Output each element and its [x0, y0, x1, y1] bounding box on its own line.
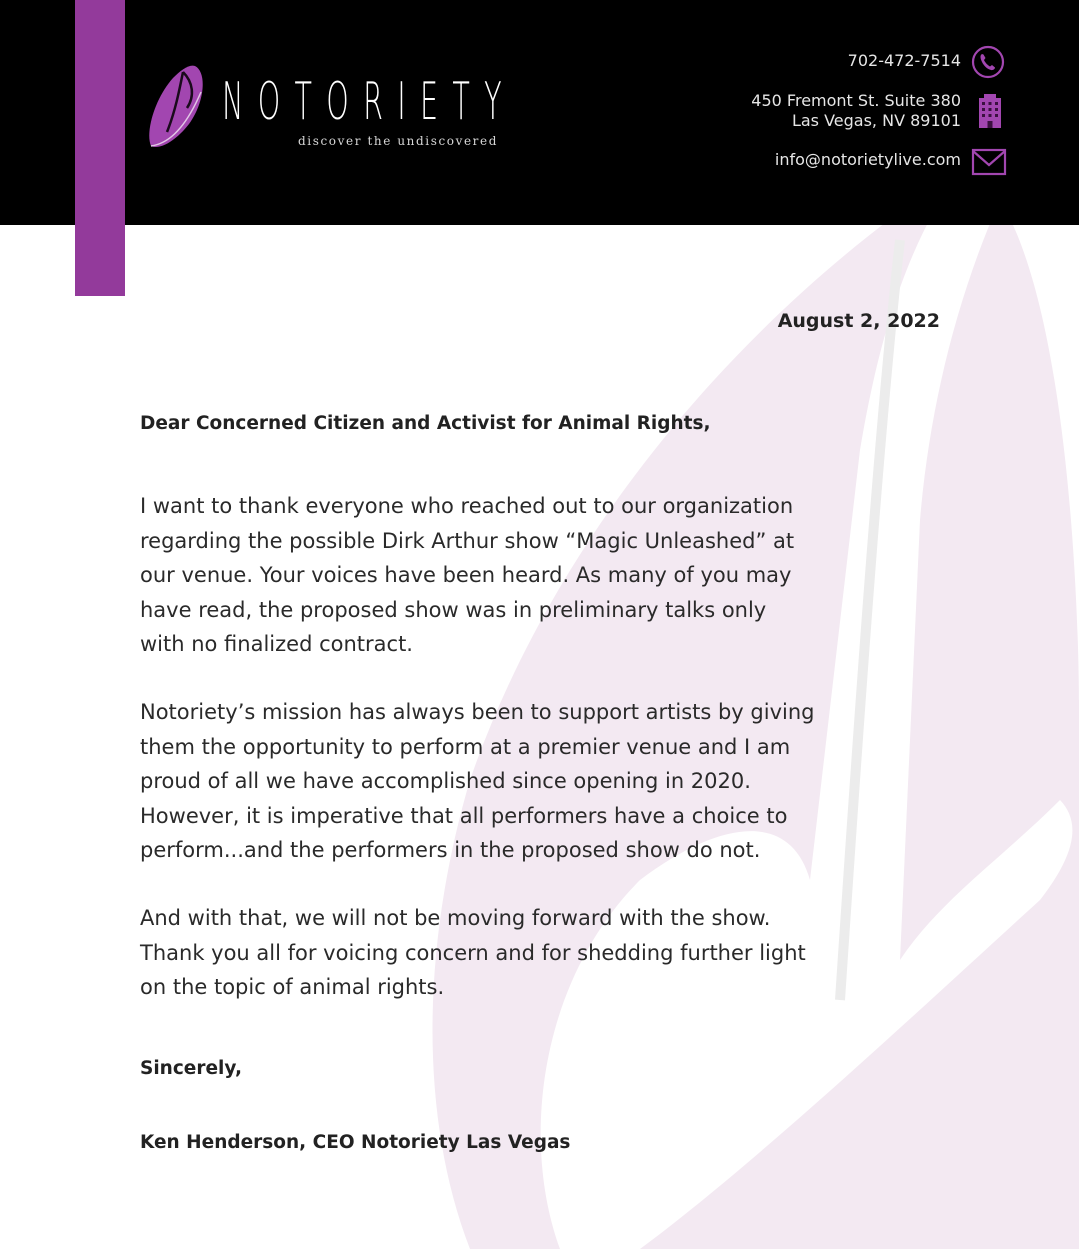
paragraph-line: them the opportunity to perform at a premier venue and I am: [140, 734, 791, 759]
brand-tagline: discover the undiscovered: [298, 134, 499, 148]
address-line-1: 450 Fremont St. Suite 380: [751, 91, 961, 110]
paragraph-line: regarding the possible Dirk Arthur show “Magic Unleashed” at: [140, 528, 795, 553]
paragraph-line: our venue. Your voices have been heard. As many of you may: [140, 563, 792, 587]
paragraph-line: perform...and the performers in the proposed show do not.: [140, 838, 761, 862]
letter-salutation: Dear Concerned Citizen and Activist for Animal Rights,: [140, 413, 711, 434]
letter-closing: Sincerely,: [140, 1058, 243, 1079]
paragraph-line: on the topic of animal rights.: [140, 975, 445, 999]
contact-address: [751, 91, 961, 131]
address-line-2: Las Vegas, NV 89101: [791, 111, 961, 130]
paragraph-2: [140, 695, 814, 868]
paragraph-line: Thank you all for voicing concern and for shedding further light: [140, 940, 806, 965]
paragraph-line: Notoriety’s mission has always been to support artists by giving: [140, 700, 815, 724]
paragraph-line: with no finalized contract.: [140, 632, 413, 656]
paragraph-line: I want to thank everyone who reached out to our organization: [140, 494, 794, 518]
phone-icon: [971, 45, 1005, 79]
paragraph-line: have read, the proposed show was in preliminary talks only: [140, 597, 767, 622]
paragraph-line: And with that, we will not be moving forward with the show.: [140, 906, 771, 930]
contact-phone[interactable]: 702-472-7514: [847, 51, 961, 70]
paragraph-line: proud of all we have accomplished since opening in 2020.: [140, 769, 751, 793]
accent-bar: [75, 0, 125, 296]
letter-signature: Ken Henderson, CEO Notoriety Las Vegas: [140, 1132, 571, 1153]
brand-wordmark: NOTORIETY: [222, 72, 516, 132]
letter-date: August 2, 2022: [777, 310, 940, 332]
paragraph-line: However, it is imperative that all performers have a choice to: [140, 803, 788, 828]
mail-icon: [971, 148, 1007, 176]
contact-email[interactable]: info@notorietylive.com: [774, 150, 961, 169]
building-icon: [978, 94, 1002, 130]
paragraph-1: [140, 489, 794, 662]
logo-emblem-icon: [145, 62, 209, 152]
paragraph-3: [140, 901, 806, 1005]
